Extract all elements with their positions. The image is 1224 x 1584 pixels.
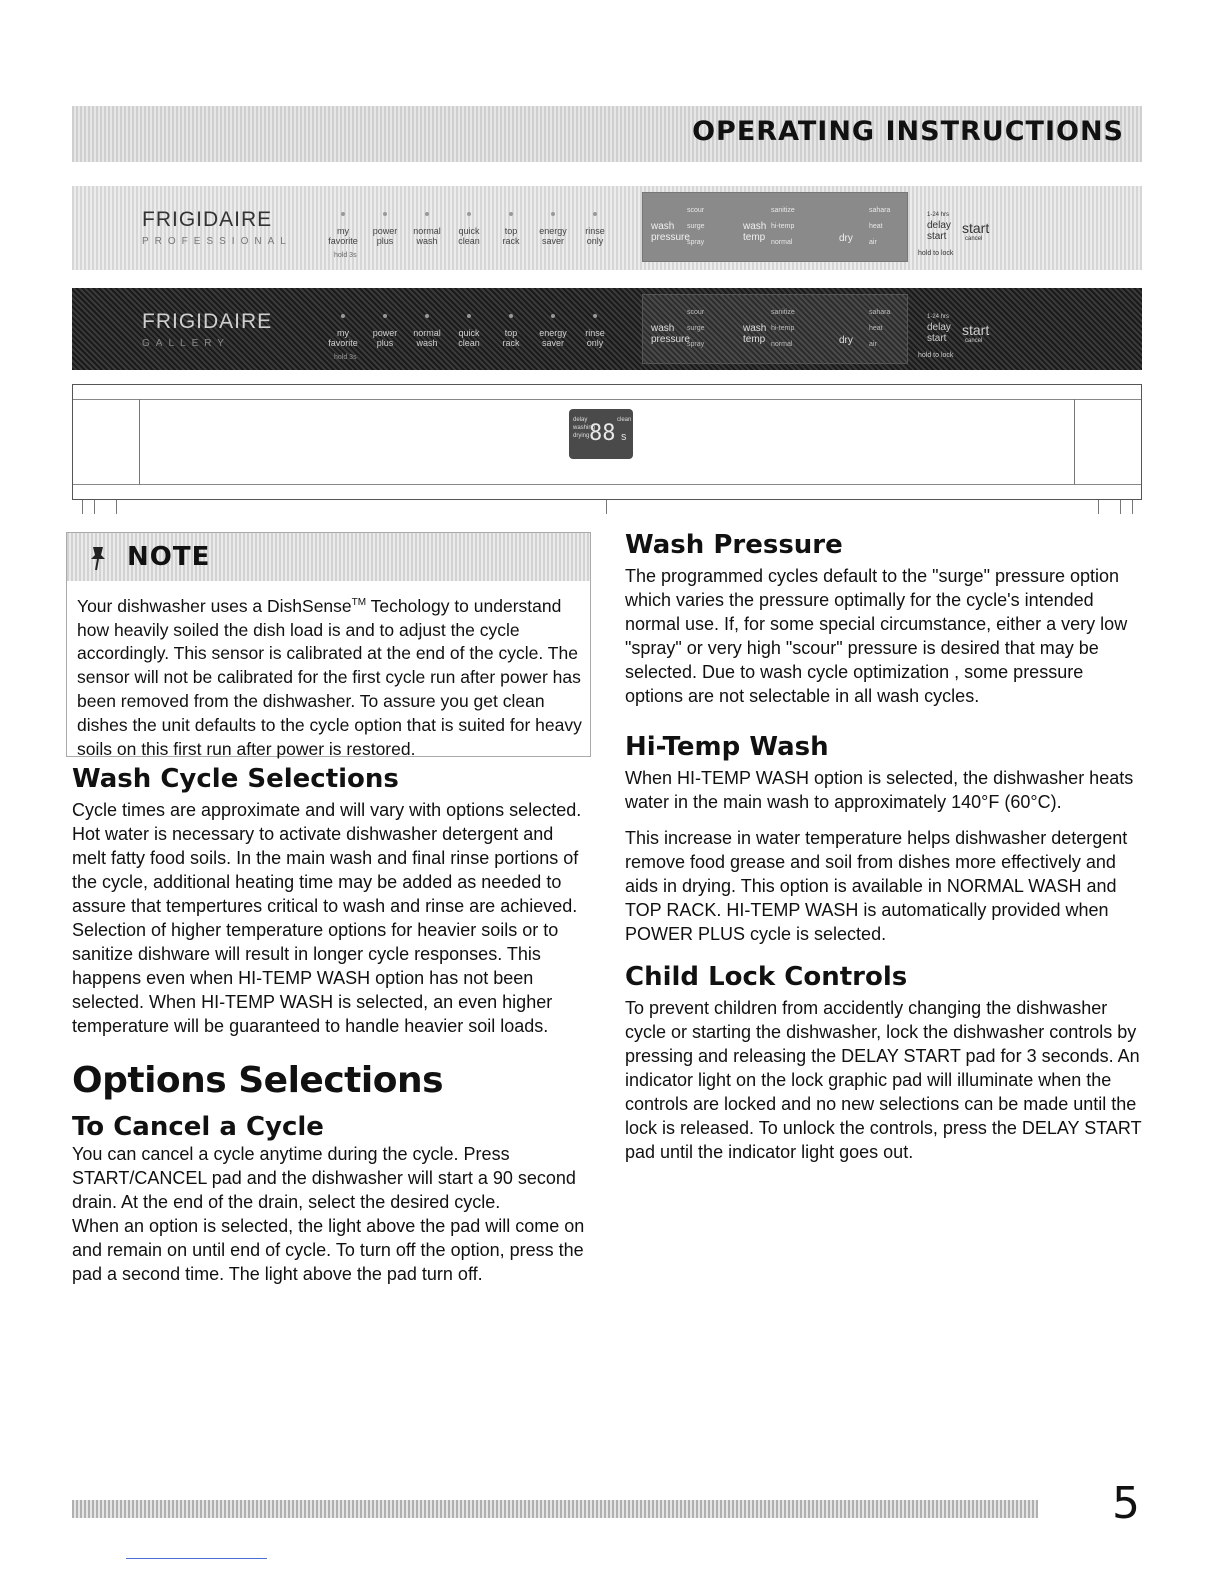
dry-pad[interactable]: dry <box>839 233 853 244</box>
wash-pressure-heading: Wash Pressure <box>625 530 843 560</box>
pad-my-favorite[interactable]: my favorite <box>322 226 364 246</box>
left-column <box>72 764 592 1286</box>
pad-quick-clean[interactable]: quick clean <box>448 226 490 246</box>
options-heading: Options Selections <box>72 1060 444 1101</box>
normal-label: normal <box>771 239 793 246</box>
hold-label: hold 3s <box>334 252 357 259</box>
hold-label: hold 3s <box>334 354 357 361</box>
wash-cycle-heading: Wash Cycle Selections <box>72 764 399 794</box>
air-label: air <box>869 341 877 348</box>
wash-pressure-pad[interactable]: wash pressure <box>651 323 690 345</box>
child-lock-heading: Child Lock Controls <box>625 962 908 992</box>
footer-rule <box>126 1558 267 1559</box>
air-label: air <box>869 239 877 246</box>
cancel-text: You can cancel a cycle anytime during the cycle. Press START/CANCEL pad and the dishwasher will start a 90 second drain. At the end of the drain, select the desired cycle. <box>72 1144 576 1212</box>
brand-subtitle: GALLERY <box>142 338 230 349</box>
pad-energy-saver[interactable]: energy saver <box>532 226 574 246</box>
pad-rinse-only[interactable]: rinse only <box>574 328 616 348</box>
pad-top-rack[interactable]: top rack <box>490 226 532 246</box>
pad-rinse-only[interactable]: rinse only <box>574 226 616 246</box>
dry-pad[interactable]: dry <box>839 335 853 346</box>
surge-label: surge <box>687 325 705 332</box>
pad-power-plus[interactable]: power plus <box>364 328 406 348</box>
delay-start-pad[interactable]: delay start <box>927 220 951 242</box>
brand-logo: FRIGIDAIRE <box>142 310 273 333</box>
lock-label: hold to lock <box>918 352 954 359</box>
control-panel-gallery <box>72 288 1142 370</box>
cycle-pads <box>322 328 616 348</box>
wash-cycle-text: Cycle times are approximate and will vary with options selected. Hot water is necessary to activate dishwasher detergent and melt fatty food soils. In the main wash and final rinse portions of the cycle, additional heating time may be added as needed to assure that tempertures critical to wash and rinse are achieved. Selection of higher temperature options for heavier soils or to sanitize dishware will result in longer cycle responses. This happens even when HI-TEMP WASH option has not been selected. When HI-TEMP WASH is selected, an even higher temperature will be guaranteed to handle heavier soil loads. <box>72 800 582 1036</box>
wash-pressure-text: The programmed cycles default to the "surge" pressure option which varies the pressure optimally for the cycle's intended normal use. If, for some special circumstance, either a very low "spray" or very high "scour" pressure is desired that may be selected. Due to wash cycle optimization , some pressure options are not selectable in all wash cycles. <box>625 566 1128 706</box>
wash-pressure-pad[interactable]: wash pressure <box>651 221 690 243</box>
pushpin-icon <box>87 545 109 571</box>
delay-hours-label: 1-24 hrs <box>927 212 950 218</box>
normal-label: normal <box>771 341 793 348</box>
wash-temp-pad[interactable]: wash temp <box>743 323 767 345</box>
sanitize-label: sanitize <box>771 309 795 316</box>
spray-label: spray <box>687 239 705 246</box>
cancel-label: cancel <box>965 236 983 242</box>
control-panel-professional <box>72 186 1142 270</box>
delay-start-pad[interactable]: delay start <box>927 322 951 344</box>
page-number: 5 <box>1112 1478 1140 1529</box>
sanitize-label: sanitize <box>771 207 795 214</box>
heat-label: heat <box>869 325 883 332</box>
note-text: Your dishwasher uses a DishSense™ Techology to understand how heavily soiled the dish load is and to adjust the cycle accordingly. This sensor is calibrated at the end of the cycle. The sensor will not be calibrated for the first cycle run after power has been removed from the dishwasher. To assure you get clean dishes the unit defaults to the cycle option that is suited for heavy soils on this first run after power is restored. <box>77 595 582 759</box>
cabinet-base <box>72 500 1142 514</box>
option-light-text: When an option is selected, the light above the pad will come on and remain on until end of cycle. To turn off the option, press the pad a second time. The light above the pad turn off. <box>72 1216 585 1284</box>
start-pad[interactable]: start <box>962 220 990 236</box>
display-digits: 88 <box>589 421 616 446</box>
hitemp-heading: Hi-Temp Wash <box>625 732 829 762</box>
child-lock-text: To prevent children from accidently changing the dishwasher cycle or starting the dishwasher, lock the dishwasher controls by pressing and releasing the DELAY START pad for 3 seconds. An indicator light on the lock graphic pad will illuminate when the controls are locked and no new selections can be made until the lock is released. To unlock the controls, press the DELAY START pad until the indicator light goes out. <box>625 998 1142 1162</box>
hitemp-text-2: This increase in water temperature helps dishwasher detergent remove food grease and soil from dishes more effectively and aids in drying. This option is available in NORMAL WASH and TOP RACK. HI-TEMP WASH is automatically provided when POWER PLUS cycle is selected. <box>625 828 1128 944</box>
pad-power-plus[interactable]: power plus <box>364 226 406 246</box>
section-title: OPERATING INSTRUCTIONS <box>692 116 1124 147</box>
section-header-bar <box>72 106 1142 162</box>
note-box <box>66 532 591 757</box>
delay-hours-label: 1-24 hrs <box>927 314 950 320</box>
cancel-heading: To Cancel a Cycle <box>72 1112 324 1142</box>
hitemp-text-1: When HI-TEMP WASH option is selected, the dishwasher heats water in the main wash to approximately 140°F (60°C). <box>625 768 1134 812</box>
note-header <box>67 533 590 581</box>
right-column <box>625 530 1145 1164</box>
sahara-label: sahara <box>869 207 891 214</box>
heat-label: heat <box>869 223 883 230</box>
surge-label: surge <box>687 223 705 230</box>
status-display: delay washing drying clean 88 s <box>569 409 633 459</box>
cancel-label: cancel <box>965 338 983 344</box>
brand-subtitle: PROFESSIONAL <box>142 236 292 247</box>
options-box <box>642 294 908 364</box>
start-pad[interactable]: start <box>962 322 990 338</box>
scour-label: scour <box>687 309 705 316</box>
hitemp-label: hi-temp <box>771 223 795 230</box>
hitemp-label: hi-temp <box>771 325 795 332</box>
pad-my-favorite[interactable]: my favorite <box>322 328 364 348</box>
footer-bar <box>72 1500 1038 1518</box>
pad-energy-saver[interactable]: energy saver <box>532 328 574 348</box>
cycle-pads <box>322 226 616 246</box>
brand-logo: FRIGIDAIRE <box>142 208 273 231</box>
pad-normal-wash[interactable]: normal wash <box>406 328 448 348</box>
scour-label: scour <box>687 207 705 214</box>
spray-label: spray <box>687 341 705 348</box>
pad-normal-wash[interactable]: normal wash <box>406 226 448 246</box>
lock-label: hold to lock <box>918 250 954 257</box>
pad-top-rack[interactable]: top rack <box>490 328 532 348</box>
wash-temp-pad[interactable]: wash temp <box>743 221 767 243</box>
note-title: NOTE <box>127 542 211 572</box>
sahara-label: sahara <box>869 309 891 316</box>
pad-quick-clean[interactable]: quick clean <box>448 328 490 348</box>
options-box <box>642 192 908 262</box>
dishwasher-door-illustration <box>72 384 1142 500</box>
